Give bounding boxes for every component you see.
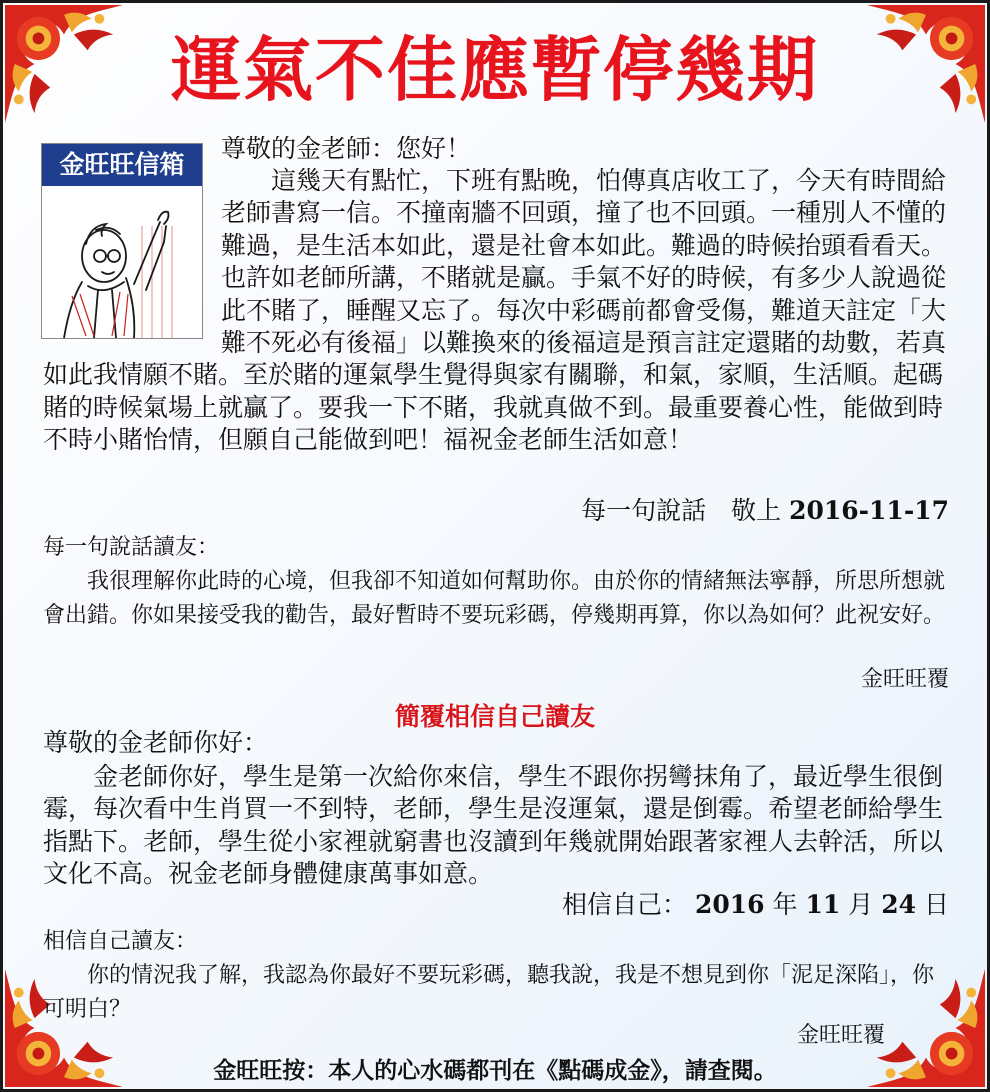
letter1-paragraph: 這幾天有點忙，下班有點晚，怕傳真店收工了，今天有時間給老師書寫一信。不撞南牆不回頭，撞了也不回頭。一種別人不懂的難過，是生活本如此，還是社會本如此。難過的時候抬頭看看天。也許如老師所講，不賭就是贏。手氣不好的時候，有多少人說過從此不賭了，睡醒又忘了。每次中彩碼前都會受傷，難道天註定「大難不死必有後福」以難換來的後福這是預言註定還賭的劫數，若真如此我情願不賭。至於賭的運氣學生覺得與家有關聯，和氣，家順，生活順。起碼賭的時候氣場上就贏了。要我一下不賭，我就真做不到。最重要養心性，能做到時不時小賭怡情，但願自己能做到吧！福祝金老師生活如意！ bbox=[43, 166, 947, 455]
reply1-salutation: 每一句說話讀友： bbox=[43, 535, 220, 560]
logo-label: 金旺旺信箱 bbox=[42, 144, 202, 186]
reply2-body bbox=[43, 959, 951, 1027]
letter1-signature-line bbox=[43, 495, 949, 527]
letter1-date: 2016-11-17 bbox=[789, 496, 949, 525]
reply1-sign: 金旺旺覆 bbox=[860, 667, 949, 692]
reply2-sign: 金旺旺覆 bbox=[796, 1023, 885, 1048]
letter1-body bbox=[43, 165, 951, 457]
letter2-date-year: 2016 bbox=[695, 890, 765, 919]
letter2-paragraph: 金老師你好，學生是第一次給你來信，學生不跟你拐彎抹角了，最近學生很倒霉，每次看中生肖買一不到特，老師，學生是沒運氣，還是倒霉。希望老師給學生指點下。老師，學生從小家裡就窮書也沒讀到年幾就開始跟著家裡人去幹活，所以文化不高。祝金老師身體健康萬事如意。 bbox=[43, 762, 944, 889]
letter2-date-month: 11 bbox=[805, 890, 841, 919]
logo-spacer bbox=[43, 165, 221, 359]
reply1-paragraph: 我很理解你此時的心境，但我卻不知道如何幫助你。由於你的情緒無法寧靜，所思所想就會出錯。你如果接受我的勸告，最好暫時不要玩彩碼，停幾期再算，你以為如何？此祝安好。 bbox=[43, 569, 946, 628]
reply1-body bbox=[43, 565, 951, 633]
letter1-signature: 每一句說話 敬上 bbox=[581, 496, 782, 525]
letter2-greeting: 尊敬的金老師你好： bbox=[43, 728, 269, 757]
letter2-date-month-unit: 月 bbox=[848, 890, 874, 919]
page-title: 運氣不佳應暫停幾期 bbox=[171, 29, 819, 111]
letter2-date-year-unit: 年 bbox=[772, 890, 798, 919]
reply2-paragraph: 你的情況我了解，我認為你最好不要玩彩碼，聽我說，我是不想見到你「泥足深陷」，你可明白？ bbox=[43, 963, 935, 1022]
letter2-signature: 相信自己： bbox=[562, 890, 688, 919]
section2-heading: 簡覆相信自己讀友 bbox=[394, 702, 595, 731]
letter1-greeting: 尊敬的金老師：您好！ bbox=[221, 134, 472, 163]
reply2-salutation: 相信自己讀友： bbox=[43, 929, 198, 954]
letter2-date-day-unit: 日 bbox=[923, 890, 949, 919]
footer-note: 金旺旺按：本人的心水碼都刊在《點碼成金》，請查閱。 bbox=[213, 1058, 777, 1084]
letter2-date-day: 24 bbox=[881, 890, 917, 919]
letter2-signature-line bbox=[43, 889, 949, 921]
letter2-body bbox=[43, 761, 951, 891]
